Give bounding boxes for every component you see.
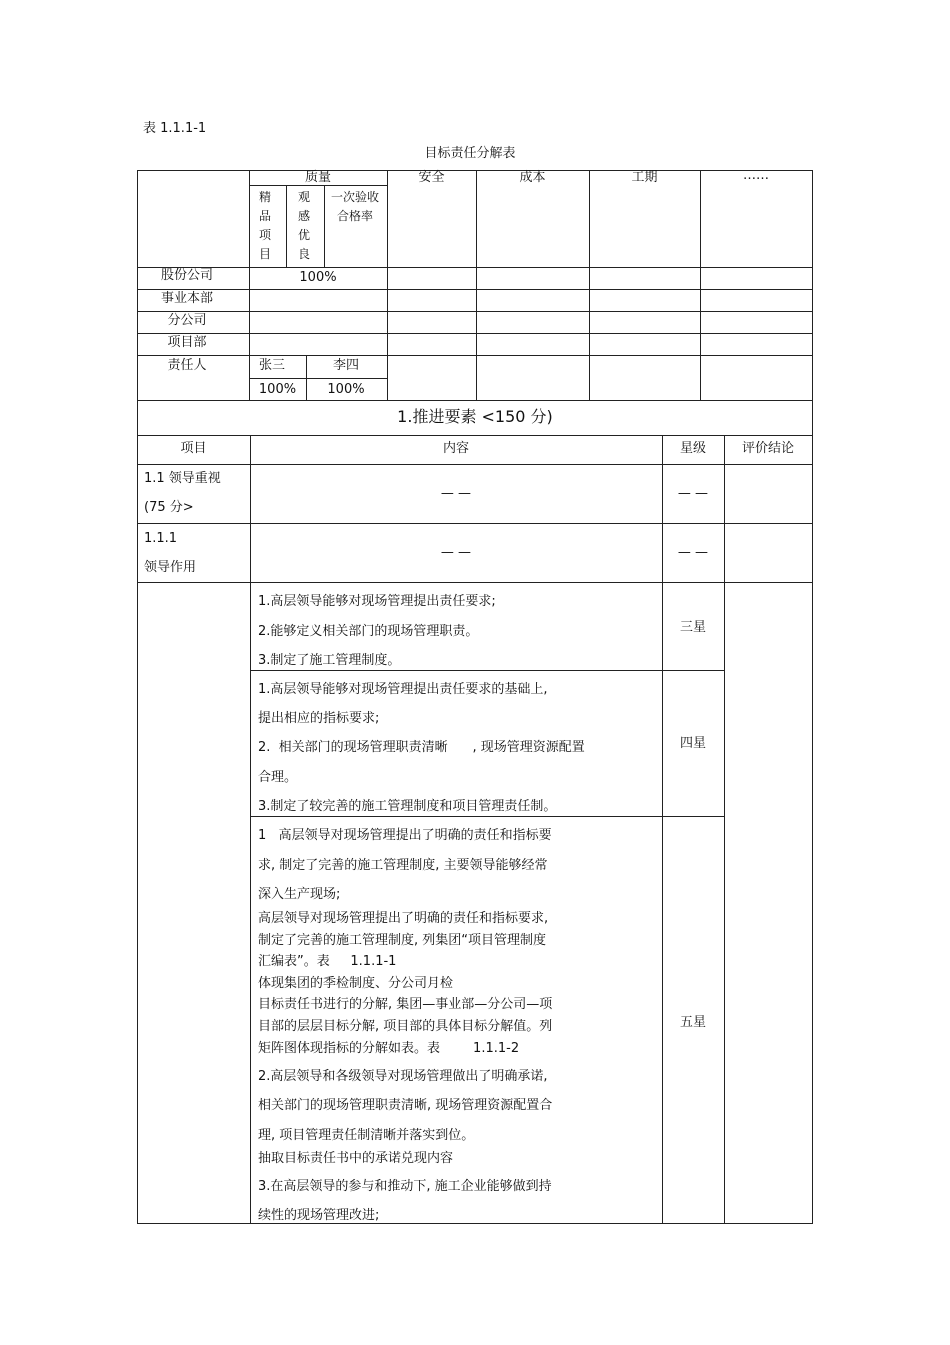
item-1-1-1-star: — — (677, 545, 709, 560)
five-star-label: 五星 (679, 1015, 706, 1030)
person-lisi: 李四 (332, 358, 359, 373)
row-division: 事业本部 (160, 291, 213, 306)
five-star-line: 理, 项目管理责任制清晰并落实到位。 (258, 1128, 475, 1143)
company-quality-value: 100% (299, 270, 337, 285)
subheader-appearance: 观感优良 (297, 190, 310, 261)
five-star-line: 1 高层领导对现场管理提出了明确的责任和指标要 (258, 828, 552, 843)
row-responsible: 责任人 (167, 358, 207, 373)
person-zhangsan: 张三 (259, 358, 286, 373)
subheader-quality-project: 精品项目 (258, 190, 271, 261)
item-1-1-1-number: 1.1.1 (144, 531, 178, 546)
item-1-1-content: — — (440, 486, 472, 501)
table-number: 表 1.1.1-1 (143, 121, 207, 136)
three-star-line: 1.高层领导能够对现场管理提出责任要求; (258, 594, 496, 609)
five-star-line: 3.在高层领导的参与和推动下, 施工企业能够做到持 (258, 1179, 552, 1194)
five-star-line: 求, 制定了完善的施工管理制度, 主要领导能够经常 (258, 858, 548, 873)
item-1-1-score: (75 分> (144, 500, 194, 515)
item-1-1-1-title: 领导作用 (144, 560, 197, 575)
five-star-line: 矩阵图体现指标的分解如表。表 1.1.1-2 (258, 1041, 520, 1056)
person2-value: 100% (327, 382, 365, 397)
item-1-1-1-content: — — (440, 545, 472, 560)
five-star-line: 续性的现场管理改进; (258, 1208, 380, 1223)
four-star-line: 2. 相关部门的现场管理职责清晰 , 现场管理资源配置 (258, 740, 585, 755)
three-star-line: 2.能够定义相关部门的现场管理职责。 (258, 624, 479, 639)
five-star-line: 高层领导对现场管理提出了明确的责任和指标要求, (258, 911, 549, 926)
col-star: 星级 (679, 441, 706, 456)
row-branch: 分公司 (167, 313, 207, 328)
item-1-1-title: 1.1 领导重视 (144, 471, 221, 486)
four-star-line: 提出相应的指标要求; (258, 711, 380, 726)
four-star-line: 1.高层领导能够对现场管理提出责任要求的基础上, (258, 682, 548, 697)
subheader-acceptance-rate: 一次验收合格率 (330, 190, 379, 223)
header-more: …… (743, 168, 769, 183)
table-title: 目标责任分解表 (424, 146, 516, 161)
three-star-label: 三星 (679, 620, 706, 635)
four-star-line: 3.制定了较完善的施工管理制度和项目管理责任制。 (258, 799, 557, 814)
col-evaluation: 评价结论 (741, 441, 794, 456)
five-star-line: 相关部门的现场管理职责清晰, 现场管理资源配置合 (258, 1098, 553, 1113)
four-star-label: 四星 (679, 736, 706, 751)
header-safety: 安全 (418, 170, 445, 185)
header-schedule: 工期 (631, 170, 658, 185)
five-star-line: 深入生产现场; (258, 887, 341, 902)
five-star-line: 汇编表”。表 1.1.1-1 (258, 954, 397, 969)
col-content: 内容 (442, 441, 469, 456)
five-star-line: 体现集团的季检制度、分公司月检 (258, 976, 454, 991)
five-star-line: 2.高层领导和各级领导对现场管理做出了明确承诺, (258, 1069, 548, 1084)
five-star-line: 抽取目标责任书中的承诺兑现内容 (258, 1151, 454, 1166)
header-quality: 质量 (304, 170, 331, 185)
person1-value: 100% (258, 382, 297, 397)
row-project-dept: 项目部 (167, 335, 207, 350)
five-star-line: 目部的层层目标分解, 项目部的具体目标分解值。列 (258, 1019, 553, 1034)
header-cost: 成本 (519, 170, 546, 185)
five-star-line: 制定了完善的施工管理制度, 列集团“项目管理制度 (258, 933, 546, 948)
three-star-line: 3.制定了施工管理制度。 (258, 653, 401, 668)
item-1-1-star: — — (677, 486, 709, 501)
five-star-line: 目标责任书进行的分解, 集团—事业部—分公司—项 (258, 997, 553, 1012)
section-title: 1.推进要素 <150 分) (397, 407, 553, 426)
row-company: 股份公司 (160, 268, 213, 283)
four-star-line: 合理。 (258, 770, 298, 785)
col-item: 项目 (180, 441, 207, 456)
